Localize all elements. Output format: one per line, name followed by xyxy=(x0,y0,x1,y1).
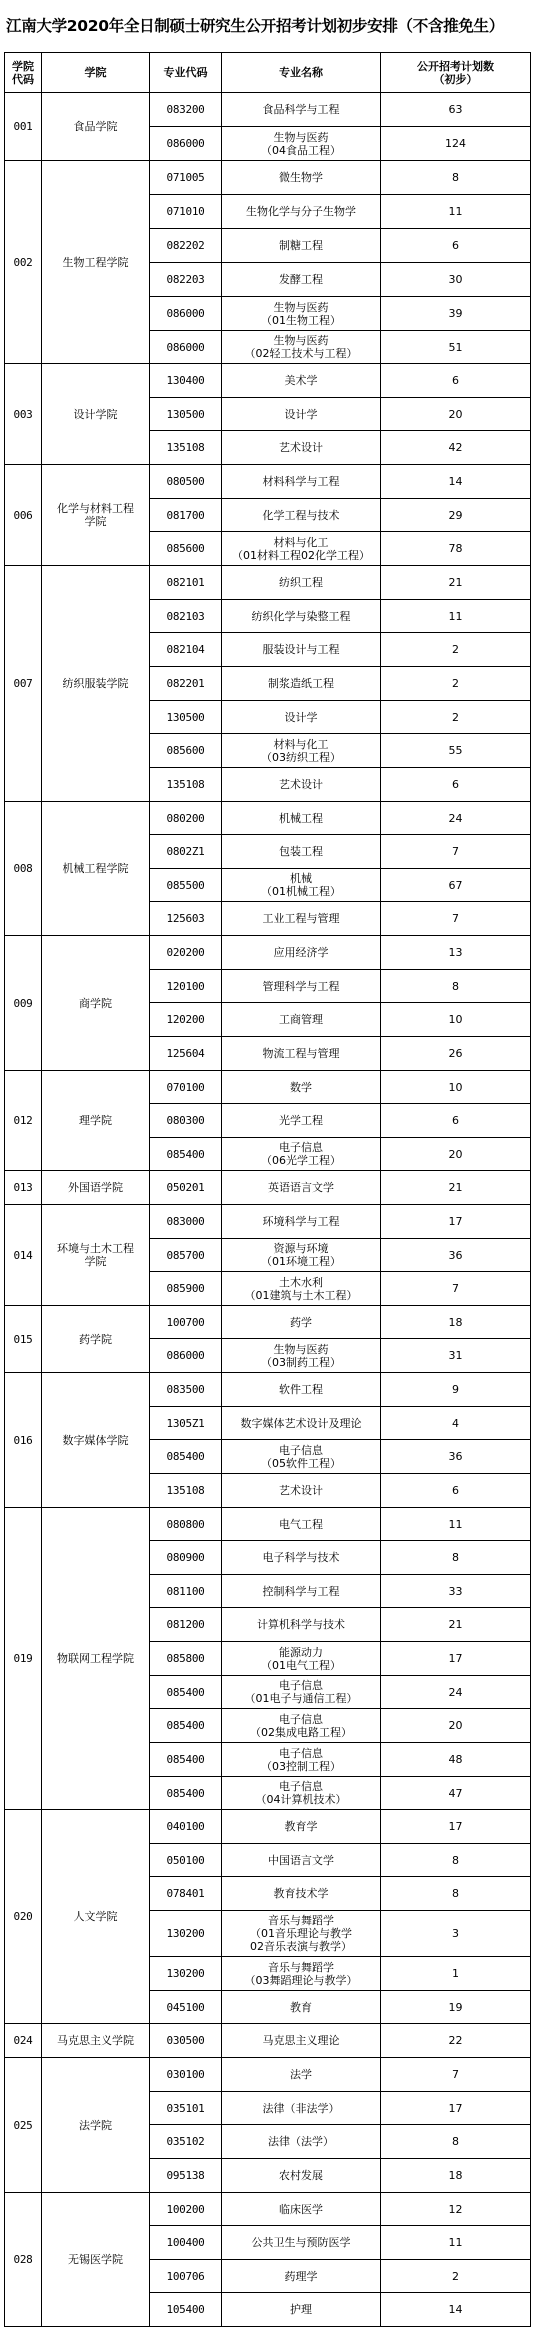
college-name-cell: 法学院 xyxy=(42,2058,150,2193)
major-name-cell: 英语语言文学 xyxy=(222,1171,381,1205)
major-code-cell: 082201 xyxy=(150,667,222,701)
major-code-cell: 120200 xyxy=(150,1003,222,1037)
major-code-cell: 081100 xyxy=(150,1575,222,1608)
major-code-cell: 086000 xyxy=(150,127,222,161)
major-code-cell: 085400 xyxy=(150,1777,222,1810)
college-code-cell: 019 xyxy=(5,1508,42,1810)
major-code-cell: 086000 xyxy=(150,1339,222,1373)
major-name-cell: 教育学 xyxy=(222,1810,381,1844)
college-code-cell: 003 xyxy=(5,364,42,465)
major-name-cell: 生物与医药 （04食品工程） xyxy=(222,127,381,161)
table-row xyxy=(5,465,531,499)
major-name-cell: 制浆造纸工程 xyxy=(222,667,381,701)
major-code-cell: 083200 xyxy=(150,93,222,127)
major-name-cell: 教育技术学 xyxy=(222,1877,381,1911)
major-name-cell: 工业工程与管理 xyxy=(222,902,381,936)
major-code-cell: 080800 xyxy=(150,1508,222,1541)
enrollment-count-cell: 8 xyxy=(381,1541,531,1575)
major-name-cell: 艺术设计 xyxy=(222,431,381,465)
major-code-cell: 1305Z1 xyxy=(150,1407,222,1440)
major-code-cell: 105400 xyxy=(150,2293,222,2327)
major-name-cell: 材料科学与工程 xyxy=(222,465,381,499)
major-code-cell: 085400 xyxy=(150,1440,222,1474)
table-row xyxy=(5,936,531,970)
enrollment-count-cell: 10 xyxy=(381,1003,531,1037)
major-code-cell: 120100 xyxy=(150,970,222,1003)
enrollment-count-cell: 18 xyxy=(381,2159,531,2193)
major-name-cell: 发酵工程 xyxy=(222,263,381,297)
major-code-cell: 035102 xyxy=(150,2125,222,2159)
major-code-cell: 095138 xyxy=(150,2159,222,2193)
major-code-cell: 081700 xyxy=(150,499,222,532)
major-name-cell: 法学 xyxy=(222,2058,381,2092)
college-name-cell: 物联网工程学院 xyxy=(42,1508,150,1810)
major-code-cell: 085900 xyxy=(150,1272,222,1306)
major-name-cell: 应用经济学 xyxy=(222,936,381,970)
major-name-cell: 包装工程 xyxy=(222,835,381,869)
major-name-cell: 临床医学 xyxy=(222,2193,381,2226)
enrollment-count-cell: 6 xyxy=(381,768,531,802)
major-code-cell: 085400 xyxy=(150,1743,222,1777)
major-name-cell: 设计学 xyxy=(222,398,381,431)
major-name-cell: 音乐与舞蹈学 （01音乐理论与教学 02音乐表演与教学） xyxy=(222,1911,381,1957)
major-name-cell: 音乐与舞蹈学 （03舞蹈理论与教学） xyxy=(222,1957,381,1991)
major-name-cell: 生物与医药 （01生物工程） xyxy=(222,297,381,331)
major-name-cell: 化学工程与技术 xyxy=(222,499,381,532)
enrollment-count-cell: 6 xyxy=(381,1104,531,1138)
table-row xyxy=(5,2024,531,2058)
major-code-cell: 130500 xyxy=(150,701,222,734)
enrollment-count-cell: 11 xyxy=(381,1508,531,1541)
college-name-cell: 马克思主义学院 xyxy=(42,2024,150,2058)
major-name-cell: 数学 xyxy=(222,1071,381,1104)
major-name-cell: 微生物学 xyxy=(222,161,381,195)
enrollment-count-cell: 14 xyxy=(381,2293,531,2327)
major-name-cell: 教育 xyxy=(222,1991,381,2024)
enrollment-count-cell: 10 xyxy=(381,1071,531,1104)
enrollment-count-cell: 24 xyxy=(381,802,531,835)
major-code-cell: 078401 xyxy=(150,1877,222,1911)
college-code-cell: 020 xyxy=(5,1810,42,2024)
major-name-cell: 纺织化学与染整工程 xyxy=(222,600,381,633)
enrollment-count-cell: 18 xyxy=(381,1306,531,1339)
college-code-cell: 006 xyxy=(5,465,42,566)
enrollment-count-cell: 7 xyxy=(381,835,531,869)
college-code-cell: 016 xyxy=(5,1373,42,1508)
enrollment-count-cell: 51 xyxy=(381,331,531,364)
major-name-cell: 控制科学与工程 xyxy=(222,1575,381,1608)
table-row xyxy=(5,1508,531,1541)
major-name-cell: 生物与医药 （03制药工程） xyxy=(222,1339,381,1373)
enrollment-count-cell: 6 xyxy=(381,1474,531,1508)
enrollment-count-cell: 11 xyxy=(381,600,531,633)
college-code-cell: 024 xyxy=(5,2024,42,2058)
table-header-row xyxy=(5,53,531,93)
enrollment-count-cell: 7 xyxy=(381,902,531,936)
major-name-cell: 电子信息 （02集成电路工程） xyxy=(222,1709,381,1743)
major-name-cell: 机械工程 xyxy=(222,802,381,835)
enrollment-count-cell: 17 xyxy=(381,1642,531,1676)
enrollment-count-cell: 2 xyxy=(381,633,531,667)
table-row xyxy=(5,2193,531,2226)
college-name-cell: 数字媒体学院 xyxy=(42,1373,150,1508)
table-row xyxy=(5,566,531,600)
college-code-cell: 007 xyxy=(5,566,42,802)
major-name-cell: 光学工程 xyxy=(222,1104,381,1138)
enrollment-count-cell: 78 xyxy=(381,532,531,566)
college-code-cell: 001 xyxy=(5,93,42,161)
major-code-cell: 040100 xyxy=(150,1810,222,1844)
major-code-cell: 082203 xyxy=(150,263,222,297)
major-name-cell: 物流工程与管理 xyxy=(222,1037,381,1071)
enrollment-count-cell: 7 xyxy=(381,1272,531,1306)
enrollment-count-cell: 17 xyxy=(381,1810,531,1844)
major-code-cell: 085600 xyxy=(150,734,222,768)
major-code-cell: 050100 xyxy=(150,1844,222,1877)
major-code-cell: 082103 xyxy=(150,600,222,633)
major-code-cell: 030500 xyxy=(150,2024,222,2058)
major-name-cell: 土木水利 （01建筑与土木工程） xyxy=(222,1272,381,1306)
major-name-cell: 设计学 xyxy=(222,701,381,734)
enrollment-count-cell: 3 xyxy=(381,1911,531,1957)
major-name-cell: 计算机科学与技术 xyxy=(222,1608,381,1642)
major-code-cell: 020200 xyxy=(150,936,222,970)
major-code-cell: 071010 xyxy=(150,195,222,229)
major-code-cell: 080500 xyxy=(150,465,222,499)
header-major-code: 专业代码 xyxy=(150,53,222,93)
enrollment-count-cell: 36 xyxy=(381,1239,531,1272)
table-body xyxy=(5,93,531,2327)
college-name-cell: 环境与土木工程 学院 xyxy=(42,1205,150,1306)
enrollment-count-cell: 8 xyxy=(381,161,531,195)
major-code-cell: 085700 xyxy=(150,1239,222,1272)
major-name-cell: 美术学 xyxy=(222,364,381,398)
major-code-cell: 100200 xyxy=(150,2193,222,2226)
major-name-cell: 艺术设计 xyxy=(222,768,381,802)
major-name-cell: 纺织工程 xyxy=(222,566,381,600)
table-row xyxy=(5,802,531,835)
major-code-cell: 030100 xyxy=(150,2058,222,2092)
enrollment-count-cell: 13 xyxy=(381,936,531,970)
enrollment-count-cell: 24 xyxy=(381,1676,531,1709)
major-code-cell: 135108 xyxy=(150,1474,222,1508)
enrollment-count-cell: 1 xyxy=(381,1957,531,1991)
major-name-cell: 能源动力 （01电气工程） xyxy=(222,1642,381,1676)
major-name-cell: 电子信息 （01电子与通信工程） xyxy=(222,1676,381,1709)
table-row xyxy=(5,1810,531,1844)
major-code-cell: 130200 xyxy=(150,1957,222,1991)
major-code-cell: 125603 xyxy=(150,902,222,936)
enrollment-count-cell: 21 xyxy=(381,566,531,600)
enrollment-count-cell: 17 xyxy=(381,2092,531,2125)
major-name-cell: 管理科学与工程 xyxy=(222,970,381,1003)
enrollment-count-cell: 47 xyxy=(381,1777,531,1810)
table-row xyxy=(5,1171,531,1205)
enrollment-count-cell: 20 xyxy=(381,1709,531,1743)
college-name-cell: 外国语学院 xyxy=(42,1171,150,1205)
table-row xyxy=(5,93,531,127)
major-name-cell: 软件工程 xyxy=(222,1373,381,1407)
college-code-cell: 009 xyxy=(5,936,42,1071)
enrollment-count-cell: 8 xyxy=(381,2125,531,2159)
major-code-cell: 085400 xyxy=(150,1676,222,1709)
enrollment-count-cell: 11 xyxy=(381,2226,531,2260)
college-name-cell: 药学院 xyxy=(42,1306,150,1373)
major-name-cell: 电子科学与技术 xyxy=(222,1541,381,1575)
enrollment-count-cell: 63 xyxy=(381,93,531,127)
major-code-cell: 080900 xyxy=(150,1541,222,1575)
major-name-cell: 制糖工程 xyxy=(222,229,381,263)
major-name-cell: 机械 （01机械工程） xyxy=(222,869,381,902)
major-name-cell: 电子信息 （04计算机技术） xyxy=(222,1777,381,1810)
major-code-cell: 085800 xyxy=(150,1642,222,1676)
enrollment-count-cell: 17 xyxy=(381,1205,531,1239)
major-name-cell: 农村发展 xyxy=(222,2159,381,2193)
major-name-cell: 法律（非法学） xyxy=(222,2092,381,2125)
major-code-cell: 135108 xyxy=(150,768,222,802)
major-code-cell: 130500 xyxy=(150,398,222,431)
table-row xyxy=(5,161,531,195)
major-name-cell: 数字媒体艺术设计及理论 xyxy=(222,1407,381,1440)
table-row xyxy=(5,1306,531,1339)
enrollment-count-cell: 55 xyxy=(381,734,531,768)
major-name-cell: 资源与环境 （01环境工程） xyxy=(222,1239,381,1272)
major-name-cell: 艺术设计 xyxy=(222,1474,381,1508)
major-code-cell: 035101 xyxy=(150,2092,222,2125)
table-row xyxy=(5,1373,531,1407)
enrollment-count-cell: 2 xyxy=(381,667,531,701)
enrollment-count-cell: 42 xyxy=(381,431,531,465)
college-name-cell: 生物工程学院 xyxy=(42,161,150,364)
table-row xyxy=(5,1205,531,1239)
enrollment-count-cell: 30 xyxy=(381,263,531,297)
major-code-cell: 085400 xyxy=(150,1709,222,1743)
college-code-cell: 002 xyxy=(5,161,42,364)
header-college: 学院 xyxy=(42,53,150,93)
college-code-cell: 012 xyxy=(5,1071,42,1171)
major-code-cell: 086000 xyxy=(150,331,222,364)
enrollment-count-cell: 29 xyxy=(381,499,531,532)
enrollment-count-cell: 6 xyxy=(381,364,531,398)
major-code-cell: 071005 xyxy=(150,161,222,195)
table-row xyxy=(5,2058,531,2092)
major-name-cell: 环境科学与工程 xyxy=(222,1205,381,1239)
college-name-cell: 商学院 xyxy=(42,936,150,1071)
major-code-cell: 085600 xyxy=(150,532,222,566)
enrollment-count-cell: 20 xyxy=(381,398,531,431)
major-code-cell: 085500 xyxy=(150,869,222,902)
college-code-cell: 008 xyxy=(5,802,42,936)
college-name-cell: 无锡医学院 xyxy=(42,2193,150,2327)
enrollment-count-cell: 2 xyxy=(381,701,531,734)
major-code-cell: 135108 xyxy=(150,431,222,465)
college-code-cell: 025 xyxy=(5,2058,42,2193)
enrollment-count-cell: 19 xyxy=(381,1991,531,2024)
major-name-cell: 生物化学与分子生物学 xyxy=(222,195,381,229)
major-name-cell: 电子信息 （05软件工程） xyxy=(222,1440,381,1474)
major-name-cell: 电气工程 xyxy=(222,1508,381,1541)
major-name-cell: 药理学 xyxy=(222,2260,381,2293)
major-code-cell: 100400 xyxy=(150,2226,222,2260)
major-name-cell: 生物与医药 （02轻工技术与工程） xyxy=(222,331,381,364)
enrollment-table xyxy=(4,52,530,2327)
enrollment-count-cell: 2 xyxy=(381,2260,531,2293)
enrollment-count-cell: 12 xyxy=(381,2193,531,2226)
major-code-cell: 130400 xyxy=(150,364,222,398)
enrollment-count-cell: 31 xyxy=(381,1339,531,1373)
major-name-cell: 电子信息 （03控制工程） xyxy=(222,1743,381,1777)
major-name-cell: 法律（法学） xyxy=(222,2125,381,2159)
enrollment-count-cell: 8 xyxy=(381,970,531,1003)
major-name-cell: 中国语言文学 xyxy=(222,1844,381,1877)
header-college-code: 学院 代码 xyxy=(5,53,42,93)
major-name-cell: 服装设计与工程 xyxy=(222,633,381,667)
college-name-cell: 设计学院 xyxy=(42,364,150,465)
major-code-cell: 083000 xyxy=(150,1205,222,1239)
major-name-cell: 马克思主义理论 xyxy=(222,2024,381,2058)
major-code-cell: 082202 xyxy=(150,229,222,263)
enrollment-count-cell: 9 xyxy=(381,1373,531,1407)
college-name-cell: 食品学院 xyxy=(42,93,150,161)
enrollment-count-cell: 6 xyxy=(381,229,531,263)
major-name-cell: 药学 xyxy=(222,1306,381,1339)
major-code-cell: 080300 xyxy=(150,1104,222,1138)
enrollment-count-cell: 36 xyxy=(381,1440,531,1474)
college-code-cell: 013 xyxy=(5,1171,42,1205)
college-code-cell: 028 xyxy=(5,2193,42,2327)
college-name-cell: 化学与材料工程 学院 xyxy=(42,465,150,566)
header-enrollment-count: 公开招考计划数 （初步） xyxy=(381,53,531,93)
enrollment-count-cell: 20 xyxy=(381,1138,531,1171)
major-code-cell: 130200 xyxy=(150,1911,222,1957)
enrollment-count-cell: 33 xyxy=(381,1575,531,1608)
enrollment-count-cell: 26 xyxy=(381,1037,531,1071)
enrollment-count-cell: 4 xyxy=(381,1407,531,1440)
enrollment-count-cell: 8 xyxy=(381,1877,531,1911)
major-code-cell: 050201 xyxy=(150,1171,222,1205)
major-code-cell: 0802Z1 xyxy=(150,835,222,869)
major-code-cell: 070100 xyxy=(150,1071,222,1104)
major-name-cell: 材料与化工 （01材料工程02化学工程） xyxy=(222,532,381,566)
enrollment-count-cell: 14 xyxy=(381,465,531,499)
college-name-cell: 纺织服装学院 xyxy=(42,566,150,802)
table-row xyxy=(5,364,531,398)
major-name-cell: 食品科学与工程 xyxy=(222,93,381,127)
major-name-cell: 材料与化工 （03纺织工程） xyxy=(222,734,381,768)
major-name-cell: 工商管理 xyxy=(222,1003,381,1037)
major-code-cell: 100706 xyxy=(150,2260,222,2293)
major-code-cell: 045100 xyxy=(150,1991,222,2024)
major-code-cell: 082101 xyxy=(150,566,222,600)
enrollment-count-cell: 8 xyxy=(381,1844,531,1877)
major-code-cell: 080200 xyxy=(150,802,222,835)
table-row xyxy=(5,1071,531,1104)
enrollment-count-cell: 21 xyxy=(381,1171,531,1205)
enrollment-count-cell: 22 xyxy=(381,2024,531,2058)
enrollment-count-cell: 39 xyxy=(381,297,531,331)
major-code-cell: 086000 xyxy=(150,297,222,331)
page-title: 江南大学2020年全日制硕士研究生公开招考计划初步安排（不含推免生） xyxy=(6,17,504,35)
enrollment-count-cell: 48 xyxy=(381,1743,531,1777)
major-code-cell: 082104 xyxy=(150,633,222,667)
major-name-cell: 护理 xyxy=(222,2293,381,2327)
major-name-cell: 公共卫生与预防医学 xyxy=(222,2226,381,2260)
header-major-name: 专业名称 xyxy=(222,53,381,93)
enrollment-count-cell: 21 xyxy=(381,1608,531,1642)
enrollment-count-cell: 11 xyxy=(381,195,531,229)
college-name-cell: 理学院 xyxy=(42,1071,150,1171)
college-name-cell: 人文学院 xyxy=(42,1810,150,2024)
enrollment-count-cell: 7 xyxy=(381,2058,531,2092)
college-name-cell: 机械工程学院 xyxy=(42,802,150,936)
major-code-cell: 083500 xyxy=(150,1373,222,1407)
college-code-cell: 015 xyxy=(5,1306,42,1373)
major-name-cell: 电子信息 （06光学工程） xyxy=(222,1138,381,1171)
enrollment-count-cell: 124 xyxy=(381,127,531,161)
major-code-cell: 100700 xyxy=(150,1306,222,1339)
major-code-cell: 125604 xyxy=(150,1037,222,1071)
major-code-cell: 085400 xyxy=(150,1138,222,1171)
college-code-cell: 014 xyxy=(5,1205,42,1306)
major-code-cell: 081200 xyxy=(150,1608,222,1642)
enrollment-count-cell: 67 xyxy=(381,869,531,902)
